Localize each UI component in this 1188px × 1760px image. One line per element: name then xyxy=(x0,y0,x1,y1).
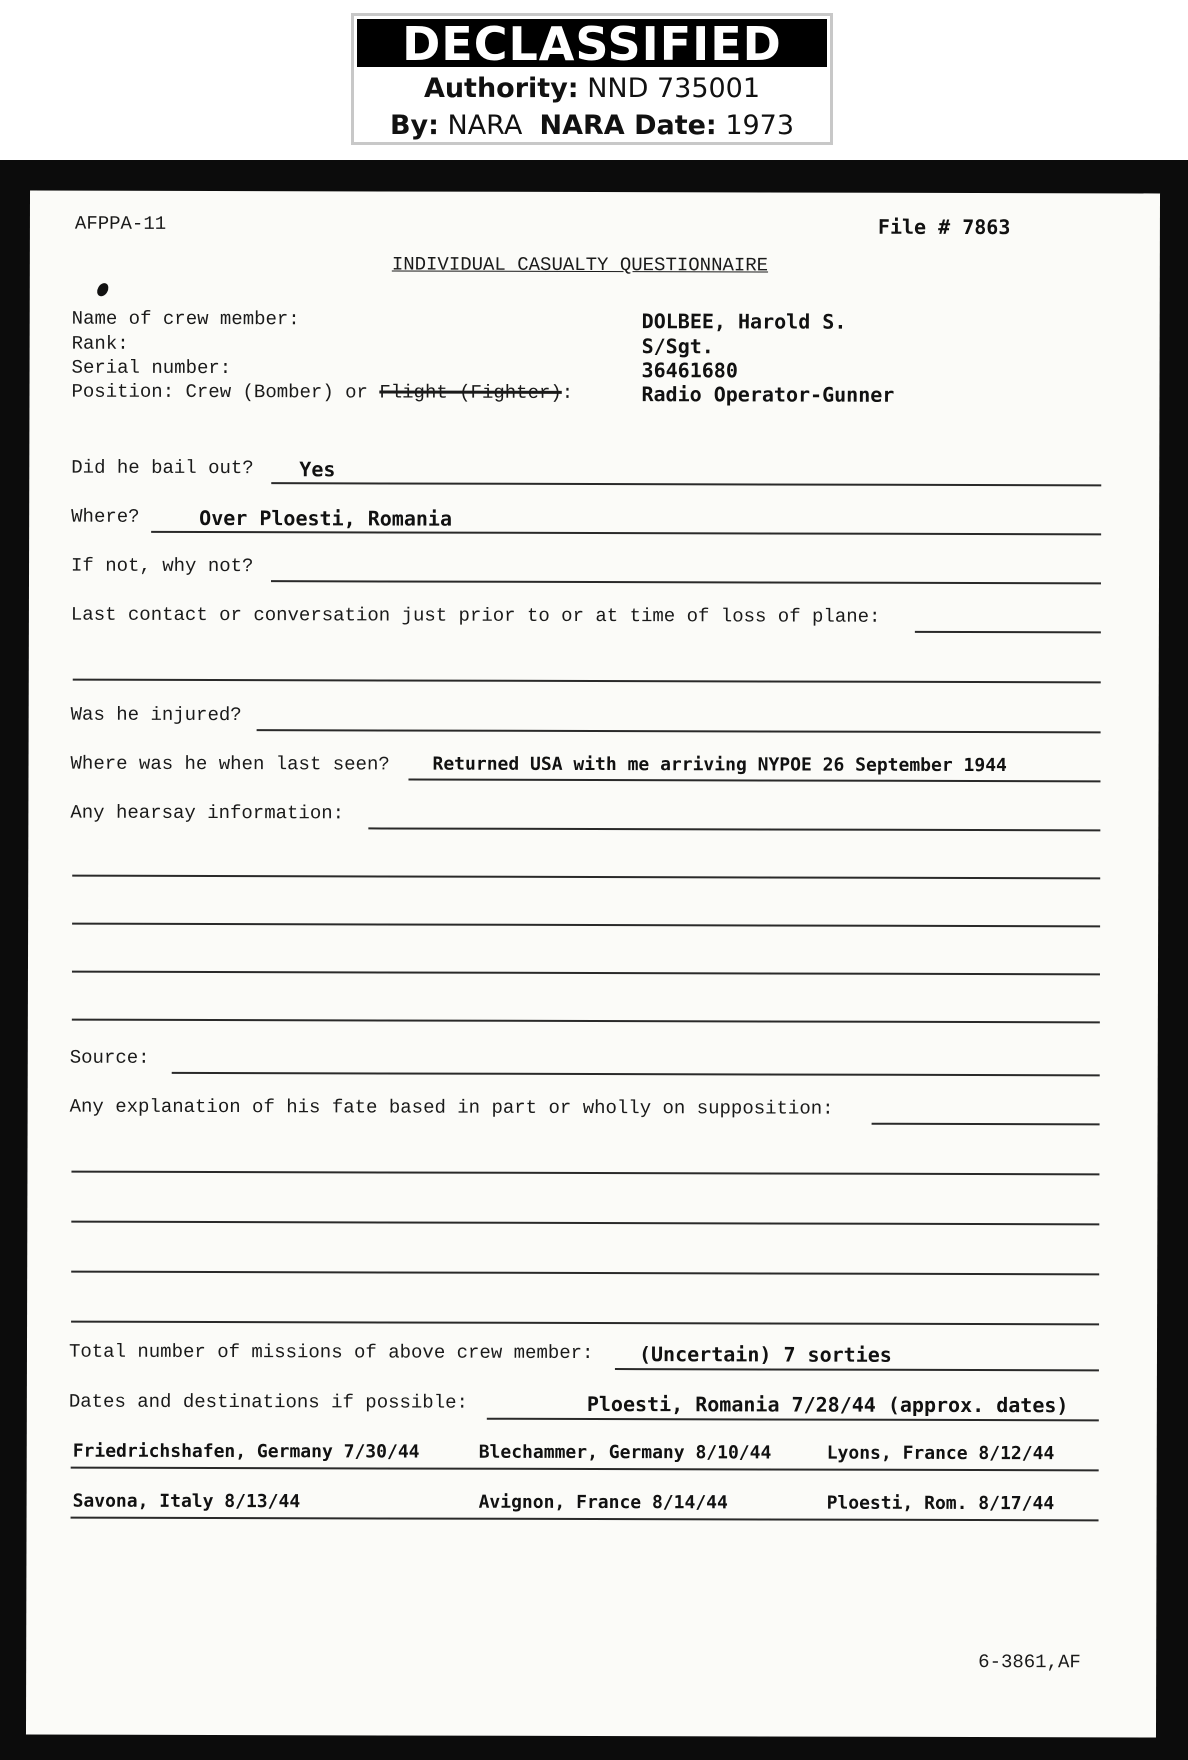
missions-line xyxy=(615,1368,1099,1371)
authority-value: NND 735001 xyxy=(587,73,761,104)
position-label-struck: Flight (Fighter) xyxy=(379,381,562,404)
lastseen-value: Returned USA with me arriving NYPOE 26 September 1944 xyxy=(432,753,1007,777)
dates-row2-b: Blechammer, Germany 8/10/44 xyxy=(478,1441,772,1464)
serial-value: 36461680 xyxy=(641,358,738,383)
rank-value: S/Sgt. xyxy=(641,334,714,359)
hearsay-line-1 xyxy=(368,827,1100,831)
where-line xyxy=(151,531,1101,535)
dates-row3-b: Avignon, France 8/14/44 xyxy=(478,1491,728,1514)
declassified-stamp xyxy=(351,13,833,145)
scanned-document xyxy=(0,160,1188,1760)
missions-label: Total number of missions of above crew member: xyxy=(68,1340,594,1365)
footer-code: 6-3861,AF xyxy=(978,1651,1081,1674)
position-label-text: Position: Crew (Bomber) or xyxy=(71,380,380,404)
authority-label: Authority: xyxy=(423,73,579,104)
explanation-line-3 xyxy=(71,1221,1099,1226)
name-label: Name of crew member: xyxy=(71,307,300,331)
hearsay-line-5 xyxy=(72,1019,1100,1024)
ifnot-label: If not, why not? xyxy=(71,554,254,578)
ink-mark xyxy=(95,281,111,298)
form-page xyxy=(26,191,1160,1738)
injured-label: Was he injured? xyxy=(70,703,242,727)
contact-line-1 xyxy=(915,631,1101,633)
explanation-line-2 xyxy=(71,1171,1099,1176)
stamp-heading: DECLASSIFIED xyxy=(357,19,827,67)
position-value: Radio Operator-Gunner xyxy=(641,382,895,407)
contact-line-2 xyxy=(73,679,1101,684)
by-value: NARA xyxy=(447,110,523,141)
serial-label: Serial number: xyxy=(71,356,232,380)
missions-value: (Uncertain) 7 sorties xyxy=(638,1342,892,1367)
stamp-authority xyxy=(354,70,830,107)
injured-line xyxy=(257,729,1101,733)
contact-label: Last contact or conversation just prior to or at time of loss of plane: xyxy=(70,603,881,628)
lastseen-line xyxy=(408,779,1100,783)
hearsay-line-2 xyxy=(72,875,1100,880)
dates-line-3 xyxy=(71,1517,1099,1522)
ifnot-line xyxy=(271,580,1101,584)
bail-value: Yes xyxy=(299,457,336,482)
dates-row2-a: Friedrichshafen, Germany 7/30/44 xyxy=(72,1440,420,1463)
hearsay-line-4 xyxy=(72,971,1100,976)
form-title: INDIVIDUAL CASUALTY QUESTIONNAIRE xyxy=(391,253,769,277)
dates-row3-c: Ploesti, Rom. 8/17/44 xyxy=(826,1492,1055,1515)
lastseen-label: Where was he when last seen? xyxy=(70,752,390,776)
dates-line-2 xyxy=(71,1467,1099,1472)
dates-row2-c: Lyons, France 8/12/44 xyxy=(826,1442,1055,1465)
source-line xyxy=(172,1072,1100,1076)
bail-line xyxy=(271,482,1101,486)
explanation-line-4 xyxy=(71,1271,1099,1276)
date-value: 1973 xyxy=(725,110,795,141)
hearsay-label: Any hearsay information: xyxy=(70,801,345,825)
source-label: Source: xyxy=(69,1046,150,1069)
explanation-line-5 xyxy=(71,1321,1099,1326)
form-id: AFPPA-11 xyxy=(74,212,167,235)
where-value: Over Ploesti, Romania xyxy=(199,505,453,531)
dates-row1: Ploesti, Romania 7/28/44 (approx. dates) xyxy=(586,1391,1069,1418)
rank-label: Rank: xyxy=(71,332,129,355)
bail-label: Did he bail out? xyxy=(71,456,254,480)
where-label: Where? xyxy=(71,505,140,528)
by-label: By: xyxy=(389,110,439,141)
dates-line-1 xyxy=(487,1418,1099,1422)
dates-label: Dates and destinations if possible: xyxy=(68,1390,468,1414)
hearsay-line-3 xyxy=(72,923,1100,928)
position-label xyxy=(71,381,573,404)
explanation-line-1 xyxy=(872,1123,1100,1126)
dates-row3-a: Savona, Italy 8/13/44 xyxy=(72,1490,301,1513)
position-label-colon: : xyxy=(561,381,574,404)
name-value: DOLBEE, Harold S. xyxy=(641,309,847,334)
stamp-by xyxy=(354,107,830,144)
explanation-label: Any explanation of his fate based in part or wholly on supposition: xyxy=(69,1095,834,1120)
file-number: File # 7863 xyxy=(877,214,1011,240)
date-label: NARA Date: xyxy=(539,110,717,141)
